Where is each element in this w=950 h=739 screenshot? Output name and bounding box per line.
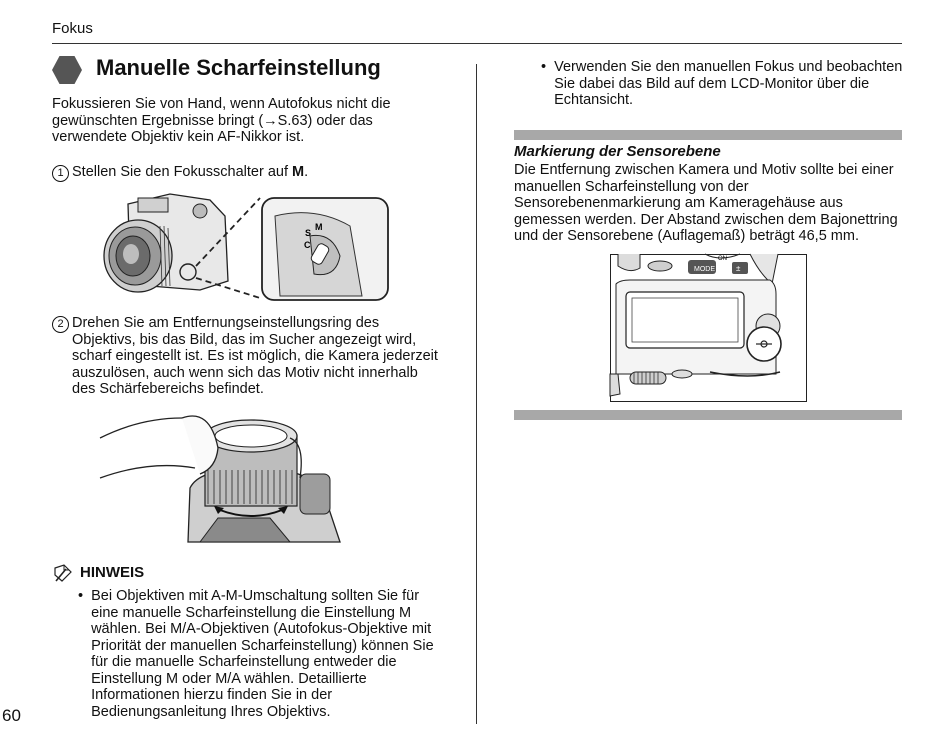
note-bullet [78,588,438,720]
section-header: Fokus [52,20,93,37]
on-label: ON [718,256,727,262]
section-bar-bottom [514,410,902,420]
header-rule [52,43,902,44]
column-divider [476,64,477,724]
step-1-text: Stellen Sie den Fokusschalter auf M. [72,164,309,180]
step-2-text: Drehen Sie am Entfernungseinstellungsring des Objektivs, bis das Bild, das im Sucher angezeigt wird, scharf eingestellt ist. Es ist möglich, die Kamera jederzeit auszulösen, auch wenn sich das Motiv nicht innerhalb des Schärfebereichs befindet. [72,315,438,397]
live-view-bullet [541,59,906,109]
focus-ring-illustration [100,408,345,542]
live-view-bullet-text: Verwenden Sie den manuellen Fokus und beobachten Sie dabei das Bild auf dem LCD-Monitor über die Echtansicht. [554,59,903,108]
page-number: 60 [2,706,21,725]
sensor-paragraph: Die Entfernung zwischen Kamera und Motiv sollte bei einer manuellen Scharfeinstellung von der Sensorebenenmarkierung am Kameragehäuse aus gemessen werden. Der Abstand zwischen dem Bajonettring und der Sensorebene (Auflagemaß) beträgt 46,5 mm. [514,162,898,244]
note-pencil-icon [52,562,74,584]
switch-label-s: S [305,228,312,238]
hexagon-icon [52,56,82,84]
section-bar-top [514,130,902,140]
intro-paragraph: Fokussieren Sie von Hand, wenn Autofokus nicht die gewünschten Ergebnisse bringt (→S.63) oder das verwendete Objektiv kein AF-Nikkor ist. [52,96,391,145]
step-1 [52,164,452,182]
switch-label-m: M [315,222,323,232]
note-bullet-text: Bei Objektiven mit A-M-Umschaltung sollten Sie für eine manuelle Scharfeinstellung die Einstellung M wählen. Bei M/A-Objektiven (Autofokus-Objektive mit Priorität der manuellen Scharfeinstellung) können Sie für die manuelle Scharfeinstellung entweder die Einstellung M oder M/A wählen. Detaillierte Informationen hierzu finden Sie in der Bedienungsanleitung Ihres Objektivs. [91,588,434,720]
note-title: HINWEIS [80,564,145,581]
mode-button-label: MODE [694,266,715,273]
camera-focus-switch-illustration [100,186,392,304]
bullet-dot: • [78,588,84,604]
bullet-dot: • [541,59,547,75]
page-title: Manuelle Scharfeinstellung [96,55,381,80]
exposure-button-label: ± [736,264,741,273]
step-2 [52,315,442,398]
sensor-subheading: Markierung der Sensorebene [514,143,721,160]
sensor-plane-illustration [610,254,807,402]
switch-label-c: C [304,240,311,250]
step-number-2: 2 [52,316,69,333]
step-number-1: 1 [52,165,69,182]
